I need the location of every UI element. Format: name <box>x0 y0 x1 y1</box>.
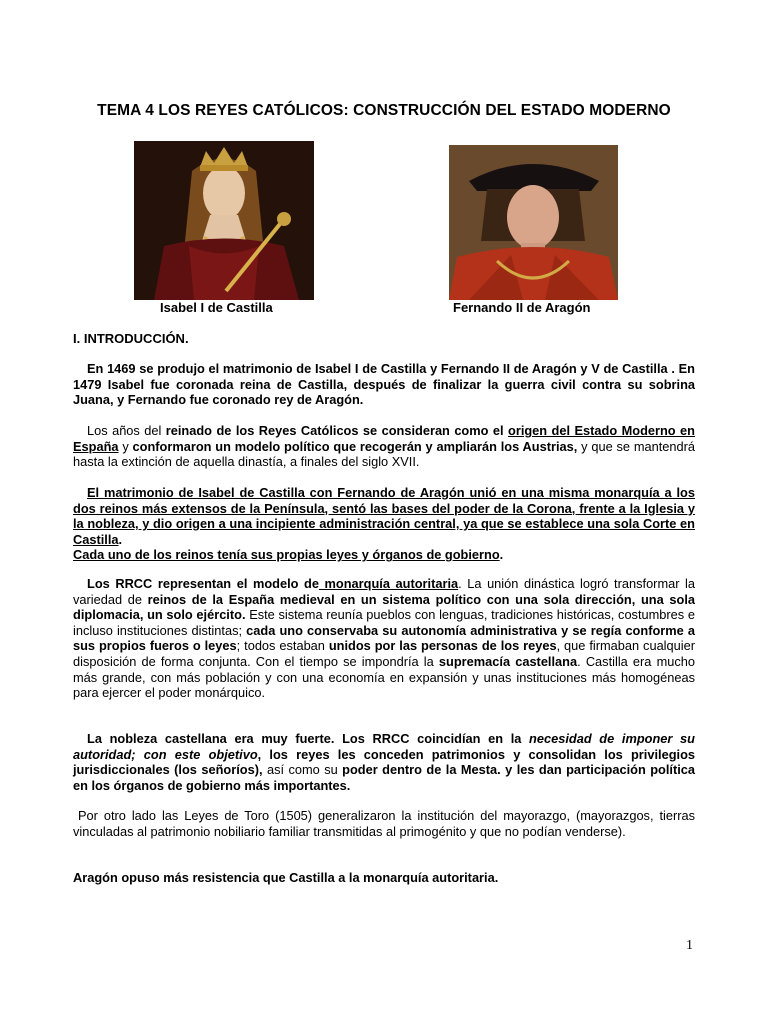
p5-text-d: así como su <box>262 762 343 778</box>
p4-text-g: ; todos estaban <box>236 638 329 654</box>
p2-text-a: Los años del <box>87 423 166 438</box>
fernando-caption: Fernando II de Aragón <box>453 300 591 315</box>
p4-text-b: monarquía autoritaria <box>318 576 459 591</box>
p4-text-d: reinos de la España medieval en un sistema político con una sola dirección, una sola diplomacia, un solo ejército. <box>73 591 696 623</box>
paragraph-5 <box>73 731 695 793</box>
p5-text-c: , los reyes les conceden patrimonios y consolidan los privilegios jurisdiccionales (los señoríos), <box>73 746 695 778</box>
p2-text-f: y que se mantendrá hasta la extinción de aquella dinastía, a finales del siglo XVII. <box>73 438 695 470</box>
p4-text-c: . La unión dinástica logró transformar la variedad de <box>73 576 696 607</box>
p4-text-i: , que firmaban cualquier disposición de forma conjunta. Con el tiempo se impondría la <box>73 638 695 669</box>
p3-text-b: . <box>118 531 123 547</box>
paragraph-2 <box>73 423 695 470</box>
page-number: 1 <box>686 938 693 953</box>
paragraph-3 <box>73 485 695 563</box>
p3-text-c: Cada uno de los reinos tenía sus propias leyes y órganos de gobierno <box>73 547 500 563</box>
p4-text-k: . Castilla era mucho más grande, con más población y con una economía en expansión y unas instituciones más homogéneas para ejercer el poder monárquico. <box>73 653 695 701</box>
p4-text-e: Este sistema reunía pueblos con lenguas, tradiciones históricas, costumbres e incluso instituciones distintas; <box>73 607 695 638</box>
paragraph-7: Aragón opuso más resistencia que Castilla a la monarquía autoritaria. <box>73 870 499 885</box>
p2-text-b: reinado de los Reyes Católicos se consideran como el <box>165 423 509 438</box>
fernando-portrait-image <box>449 145 618 300</box>
p5-text-f: . y les dan participación política en los órganos de gobierno más importantes. <box>73 762 695 793</box>
p2-text-e: conformaron un modelo político que recogerán y ampliarán los Austrias, <box>132 438 578 454</box>
isabel-caption: Isabel I de Castilla <box>160 300 273 315</box>
p3-text-d: . <box>499 547 504 563</box>
p3-text-a: El matrimonio de Isabel de Castilla con Fernando de Aragón unió en una misma monarquía a los dos reinos más extensos de la Península, sentó las bases del poder de la Corona, frente a la Iglesia y la nobleza, y dio origen a una incipiente administración central, ya que se establece una sola Corte en Castilla <box>73 485 695 547</box>
p4-text-f: cada uno conservaba su autonomía administrativa y se regía conforme a sus propios fueros o leyes <box>73 622 695 654</box>
p4-text-a: Los RRCC representan el modelo de <box>87 576 319 591</box>
paragraph-4 <box>73 576 695 701</box>
p4-text-h: unidos por las personas de los reyes <box>328 638 557 654</box>
p5-text-e: poder dentro de la Mesta <box>342 762 498 778</box>
paragraph-1: En 1469 se produjo el matrimonio de Isabel I de Castilla y Fernando II de Aragón y V de Castilla . En 1479 Isabel fue coronada reina de Castilla, después de finalizar la guerra civil contra su sobrina Juana, y Fernando fue coronado rey de Aragón. <box>73 361 695 408</box>
page-title: TEMA 4 LOS REYES CATÓLICOS: CONSTRUCCIÓN DEL ESTADO MODERNO <box>97 102 671 119</box>
section-heading: I. INTRODUCCIÓN. <box>73 331 189 346</box>
p2-text-c: origen del Estado Moderno en España <box>73 423 695 454</box>
p5-text-b: necesidad de imponer su autoridad; con este objetivo <box>73 731 695 762</box>
isabel-portrait-image <box>134 141 314 300</box>
p2-text-d: y <box>118 438 133 454</box>
paragraph-6: Por otro lado las Leyes de Toro (1505) generalizaron la institución del mayorazgo, (mayorazgos, tierras vinculadas al patrimonio nobiliario familiar transmitidas al primogénito y que no podían venderse). <box>73 808 695 839</box>
p4-text-j: supremacía castellana <box>438 653 578 669</box>
p5-text-a: La nobleza castellana era muy fuerte. Los RRCC coincidían en la <box>87 731 530 746</box>
